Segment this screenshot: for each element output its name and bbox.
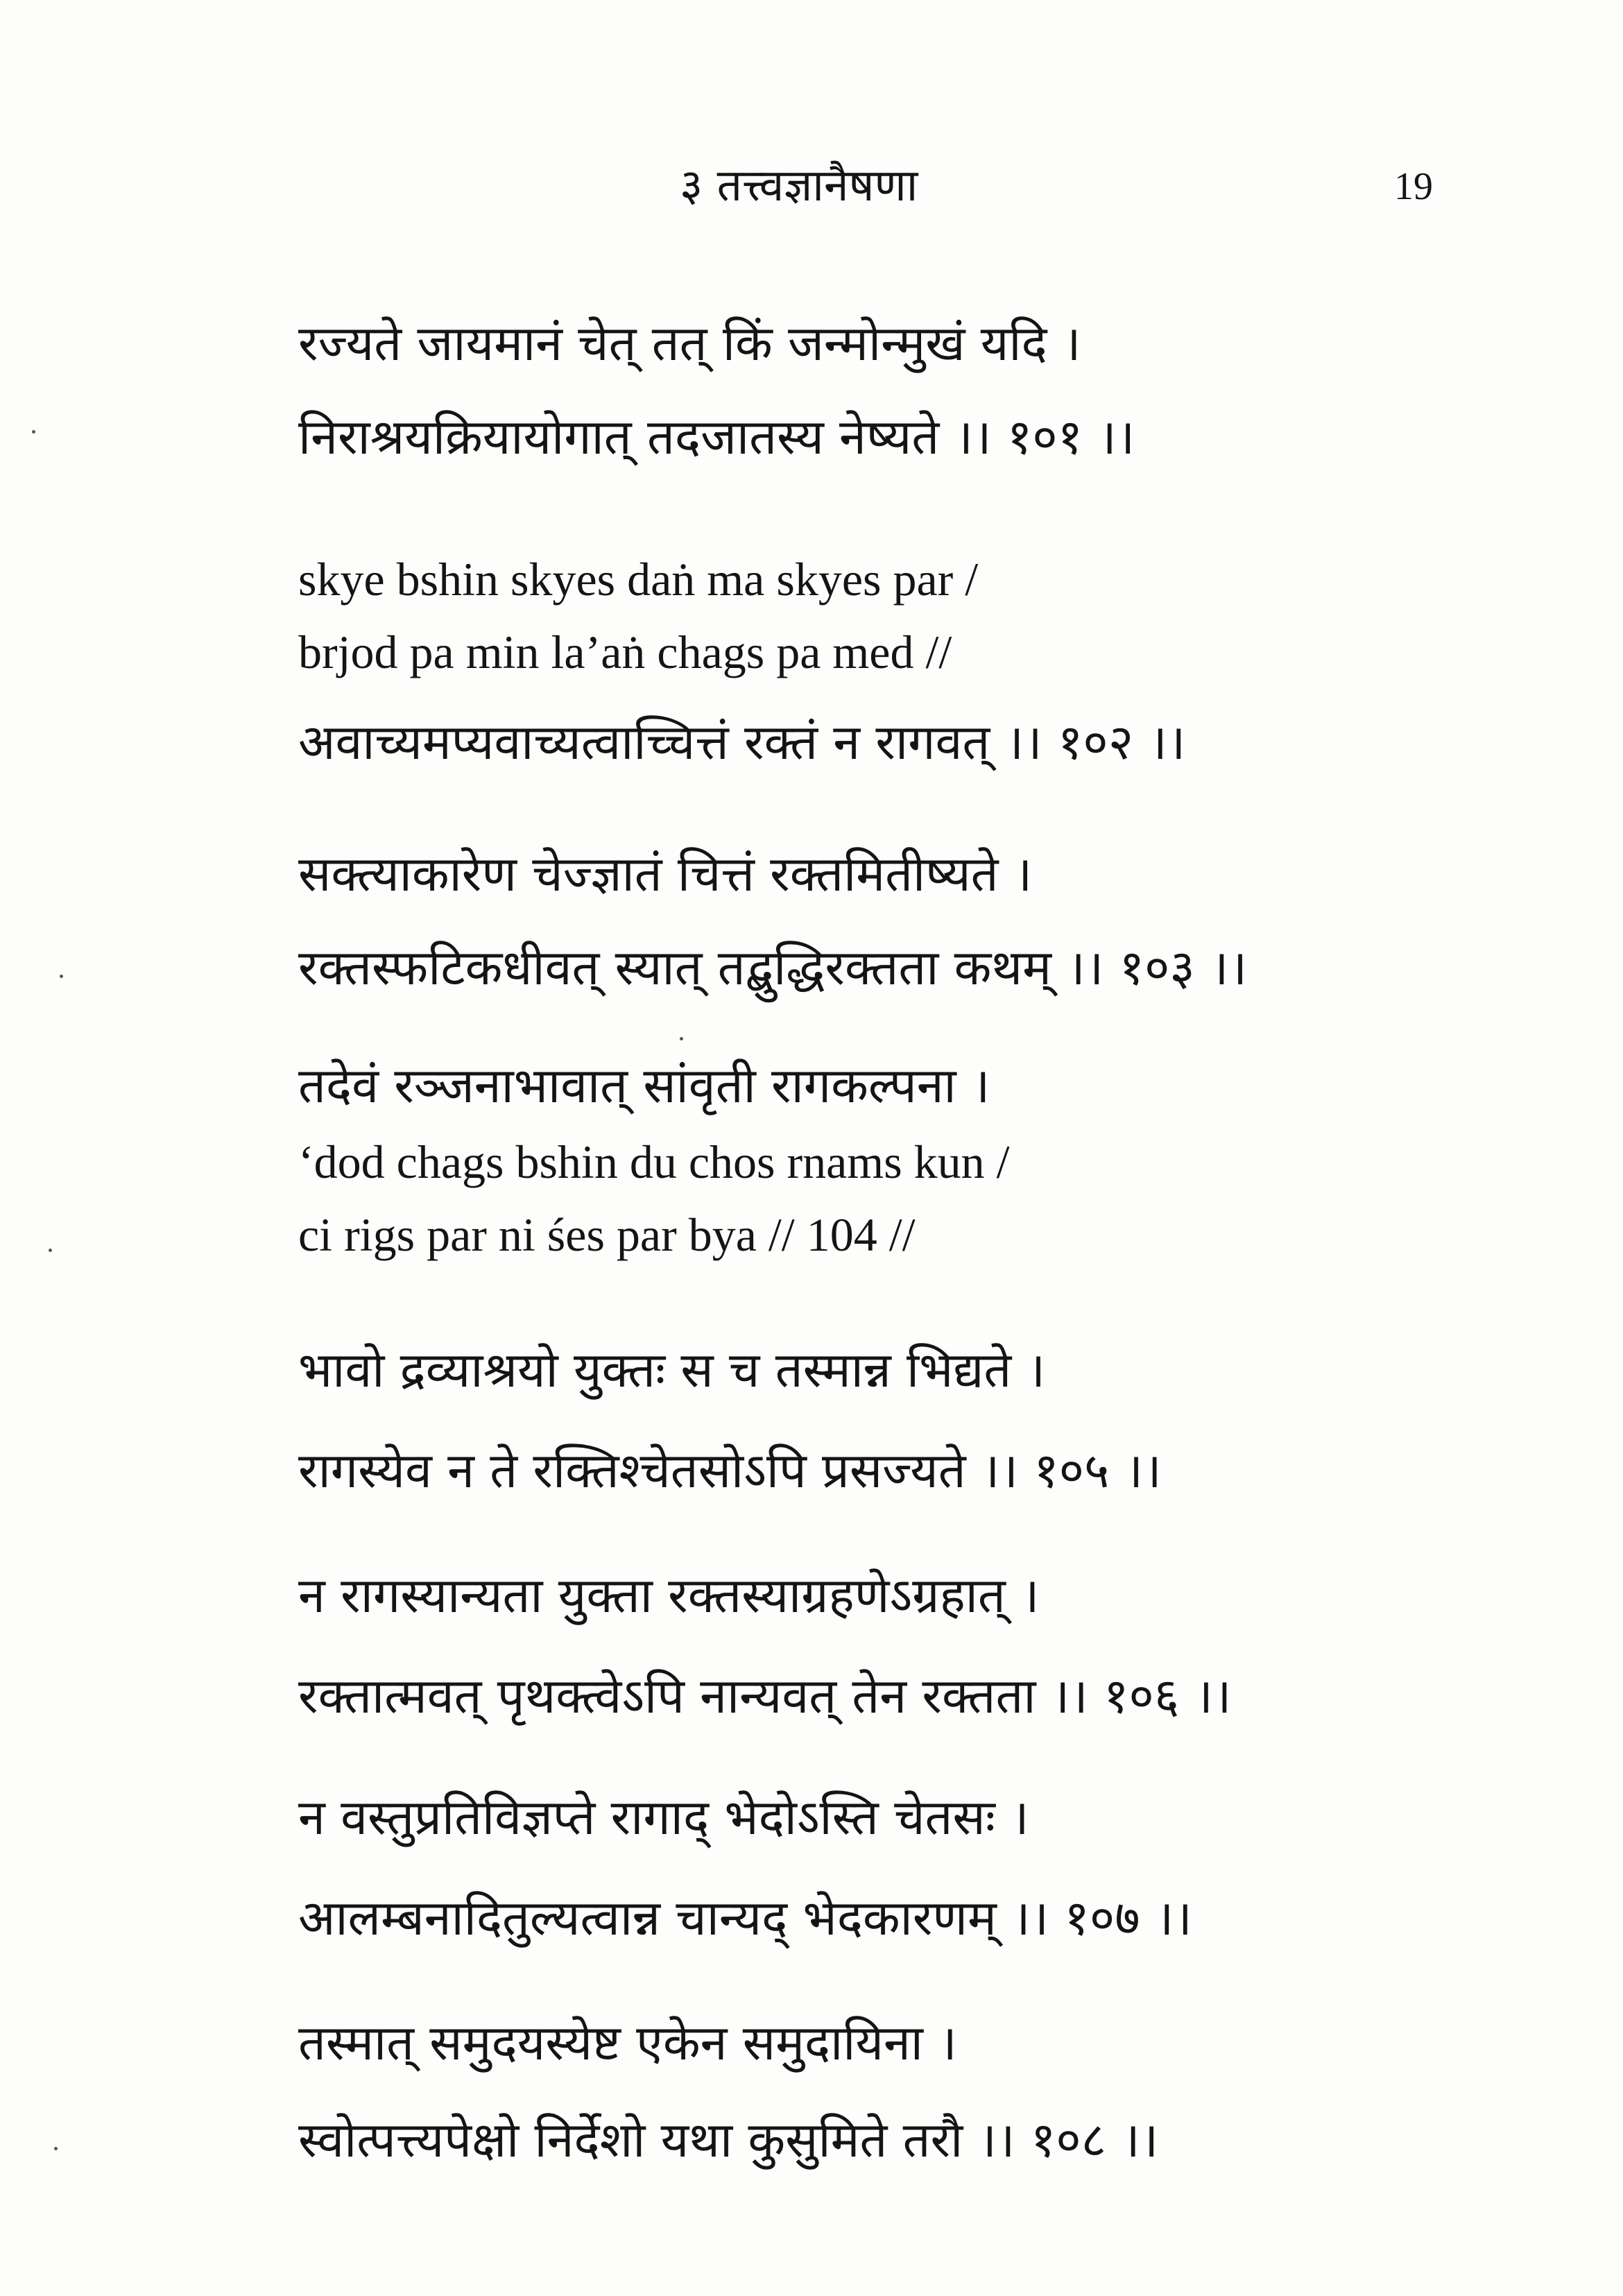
scan-speck bbox=[32, 430, 35, 434]
verse-103-line-2: रक्तस्फटिकधीवत् स्यात् तद्बुद्धिरक्तता कथम् ।। १०३ ।। bbox=[298, 939, 1248, 996]
verse-105-line-1: भावो द्रव्याश्रयो युक्तः स च तस्मान्न भिद्यते । bbox=[298, 1342, 1046, 1398]
verse-108-line-1: तस्मात् समुदयस्येष्ट एकेन समुदायिना । bbox=[298, 2014, 957, 2071]
verse-108-line-2: स्वोत्पत्त्यपेक्षो निर्देशो यथा कुसुमिते तरौ ।। १०८ ।। bbox=[298, 2111, 1159, 2168]
verse-101-line-1: रज्यते जायमानं चेत् तत् किं जन्मोन्मुखं यदि । bbox=[298, 315, 1081, 372]
verse-104-line-1: तदेवं रञ्जनाभावात् सांवृती रागकल्पना । bbox=[298, 1057, 990, 1114]
page-number: 19 bbox=[1394, 165, 1433, 208]
verse-103-line-1: सक्त्याकारेण चेज्ज्ञातं चित्तं रक्तमितीष्यते । bbox=[298, 846, 1033, 902]
running-head bbox=[0, 158, 1623, 214]
tibetan-line-4: ci rigs par ni śes par bya // 104 // bbox=[298, 1208, 916, 1261]
chapter-title: ३ तत्त्वज्ञानैषणा bbox=[680, 160, 918, 212]
tibetan-line-2: brjod pa min la’aṅ chags pa med // bbox=[298, 626, 952, 678]
verse-106-line-1: न रागस्यान्यता युक्ता रक्तस्याग्रहणेऽग्रहात् । bbox=[298, 1567, 1040, 1624]
tibetan-line-3: ‘dod chags bshin du chos rnams kun / bbox=[298, 1136, 1010, 1188]
verse-107-line-1: न वस्तुप्रतिविज्ञप्ते रागाद् भेदोऽस्ति चेतसः । bbox=[298, 1789, 1029, 1846]
verse-101-line-2: निराश्रयक्रियायोगात् तदजातस्य नेष्यते ।। १०१ ।। bbox=[298, 409, 1135, 465]
verse-107-line-2: आलम्बनादितुल्यत्वान्न चान्यद् भेदकारणम् ।। १०७ ।। bbox=[298, 1890, 1192, 1946]
verse-102-line: अवाच्यमप्यवाच्यत्वाच्चित्तं रक्तं न रागवत् ।। १०२ ।। bbox=[298, 714, 1186, 771]
scan-speck bbox=[49, 1249, 52, 1252]
scan-speck bbox=[680, 1037, 683, 1040]
tibetan-line-1: skye bshin skyes daṅ ma skyes par / bbox=[298, 553, 979, 606]
scan-speck bbox=[54, 2147, 58, 2150]
scan-speck bbox=[60, 975, 63, 978]
verse-106-line-2: रक्तात्मवत् पृथक्त्वेऽपि नान्यवत् तेन रक्तता ।। १०६ ।। bbox=[298, 1668, 1232, 1724]
verse-105-line-2: रागस्येव न ते रक्तिश्चेतसोऽपि प्रसज्यते ।। १०५ ।। bbox=[298, 1442, 1162, 1499]
